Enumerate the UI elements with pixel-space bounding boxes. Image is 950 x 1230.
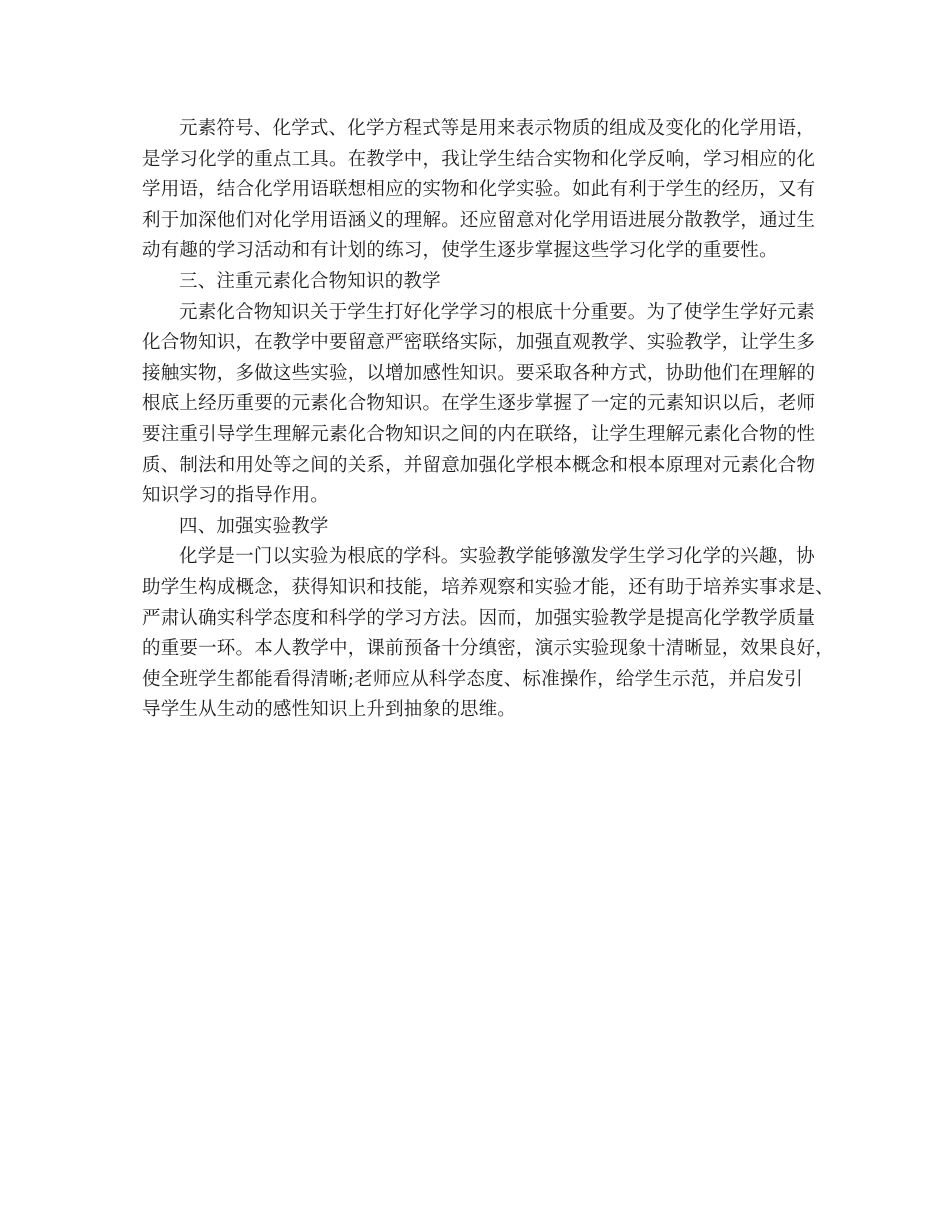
text-line: 质、制法和用处等之间的关系，并留意加强化学根本概念和根本原理对元素化合物 xyxy=(142,454,816,476)
text-line: 导学生从生动的感性知识上升到抽象的思维。 xyxy=(142,699,517,721)
text-line: 要注重引导学生理解元素化合物知识之间的内在联络，让学生理解元素化合物的性 xyxy=(142,423,816,445)
text-line: 使全班学生都能看得清晰;老师应从科学态度、标准操作，给学生示范，并启发引 xyxy=(142,668,803,690)
text-line: 动有趣的学习活动和有计划的练习，使学生逐步掌握这些学习化学的重要性。 xyxy=(142,240,778,262)
text-line: 严肃认确实科学态度和科学的学习方法。因而，加强实验教学是提高化学教学质量 xyxy=(142,607,816,629)
text-line: 的重要一环。本人教学中，课前预备十分缜密，演示实验现象十清晰显，效果良好， xyxy=(142,638,834,660)
text-line: 接触实物，多做这些实验，以增加感性知识。要采取各种方式，协助他们在理解的 xyxy=(142,362,816,384)
text-line: 学用语，结合化学用语联想相应的实物和化学实验。如此有利于学生的经历，又有 xyxy=(142,179,816,201)
paragraph-element-compounds xyxy=(142,298,822,512)
text-line: 助学生构成概念，获得知识和技能，培养观察和实验才能，还有助于培养实事求是、 xyxy=(142,576,834,598)
text-line: 化学是一门以实验为根底的学科。实验教学能够激发学生学习化学的兴趣，协 xyxy=(179,546,815,568)
section-heading-3: 三、注重元素化合物知识的教学 xyxy=(179,270,441,292)
text-line: 元素符号、化学式、化学方程式等是用来表示物质的组成及变化的化学用语， xyxy=(179,118,815,139)
text-line: 利于加深他们对化学用语涵义的理解。还应留意对化学用语进展分散教学，通过生 xyxy=(142,209,816,231)
text-line: 元素化合物知识关于学生打好化学学习的根底十分重要。为了使学生学好元素 xyxy=(179,301,815,323)
paragraph-chemical-terms xyxy=(142,114,822,267)
text-line: 化合物知识，在教学中要留意严密联络实际，加强直观教学、实验教学，让学生多 xyxy=(142,332,816,354)
text-line: 根底上经历重要的元素化合物知识。在学生逐步掌握了一定的元素知识以后，老师 xyxy=(142,393,816,415)
document-body xyxy=(142,114,834,726)
section-heading-4: 四、加强实验教学 xyxy=(179,515,329,537)
paragraph-experiment-teaching xyxy=(142,542,834,726)
text-line: 是学习化学的重点工具。在教学中，我让学生结合实物和化学反响，学习相应的化 xyxy=(142,148,816,170)
text-line: 知识学习的指导作用。 xyxy=(142,485,330,507)
